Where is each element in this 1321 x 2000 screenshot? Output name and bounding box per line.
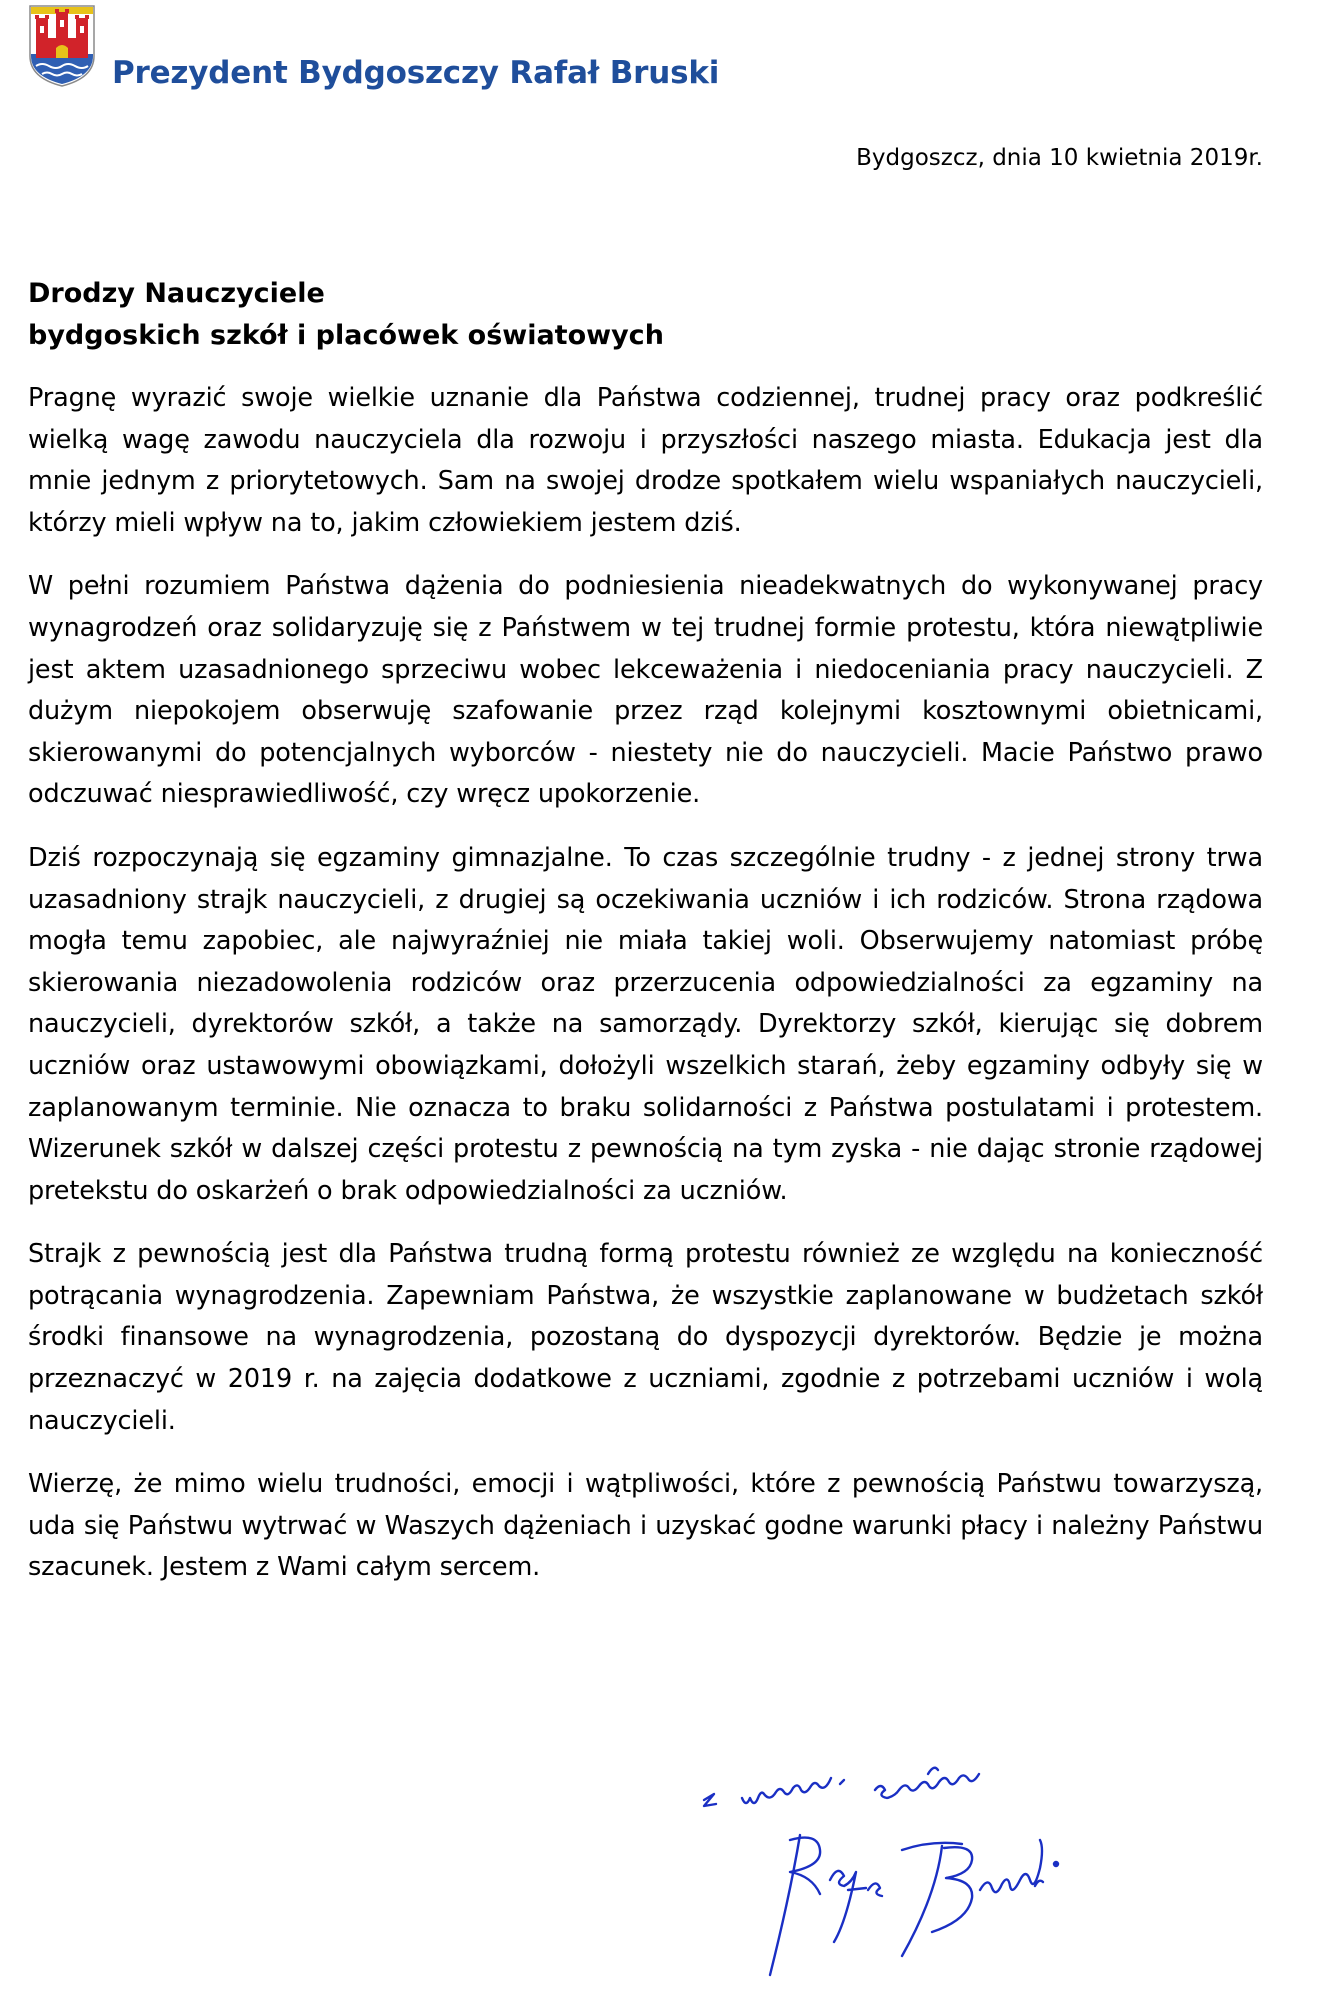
handwritten-signature <box>690 1740 1130 1980</box>
body-paragraph: Pragnę wyrazić swoje wielkie uznanie dla Państwa codziennej, trudnej pracy oraz podkreślić wielką wagę zawodu nauczyciela dla rozwoju i przyszłości naszego miasta. Edukacja jest dla mnie jednym z priorytetowych. Sam na swojej drodze spotkałem wielu wspaniałych nauczycieli, którzy mieli wpływ na to, jakim człowiekiem jestem dziś. <box>28 383 1263 538</box>
sender-name: Prezydent Bydgoszczy Rafał Bruski <box>112 55 720 91</box>
body-paragraph: Dziś rozpoczynają się egzaminy gimnazjalne. To czas szczególnie trudny - z jednej strony trwa uzasadniony strajk nauczycieli, z drugiej są oczekiwania uczniów i ich rodziców. Strona rządowa mogła temu zapobiec, ale najwyraźniej nie miała takiej woli. Obserwujemy natomiast próbę skierowania niezadowolenia rodziców oraz przerzucenia odpowiedzialności za egzaminy na nauczycieli, dyrektorów szkół, a także na samorządy. Dyrektorzy szkół, kierując się dobrem uczniów oraz ustawowymi obowiązkami, dołożyli wszelkich starań, żeby egzaminy odbyły się w zaplanowanym terminie. Nie oznacza to braku solidarności z Państwa postulatami i protestem. Wizerunek szkół w dalszej części protestu z pewnością na tym zyska - nie dając stronie rządowej pretekstu do oskarżeń o brak odpowiedzialności za uczniów. <box>28 842 1263 1206</box>
letter-body <box>28 378 1263 1611</box>
body-paragraph: W pełni rozumiem Państwa dążenia do podniesienia nieadekwatnych do wykonywanej pracy wynagrodzeń oraz solidaryzuję się z Państwem w tej trudnej formie protestu, która niewątpliwie jest aktem uzasadnionego sprzeciwu wobec lekceważenia i niedoceniania pracy nauczycieli. Z dużym niepokojem obserwuję szafowanie przez rząd kolejnymi kosztownymi obietnicami, skierowanymi do potencjalnych wyborców - niestety nie do nauczycieli. Macie Państwo prawo odczuwać niesprawiedliwość, czy wręcz upokorzenie. <box>28 571 1263 810</box>
bydgoszcz-coat-of-arms-icon <box>28 4 96 88</box>
letter-date: Bydgoszcz, dnia 10 kwietnia 2019r. <box>856 145 1263 171</box>
body-paragraph: Strajk z pewnością jest dla Państwa trudną formą protestu również ze względu na konieczność potrącania wynagrodzenia. Zapewniam Państwa, że wszystkie zaplanowane w budżetach szkół środki finansowe na wynagrodzenia, pozostaną do dyspozycji dyrektorów. Będzie je można przeznaczyć w 2019 r. na zajęcia dodatkowe z uczniami, zgodnie z potrzebami uczniów i wolą nauczycieli. <box>28 1239 1263 1436</box>
letterhead <box>28 4 96 88</box>
body-paragraph: Wierzę, że mimo wielu trudności, emocji i wątpliwości, które z pewnością Państwu towarzyszą, uda się Państwu wytrwać w Waszych dążeniach i uzyskać godne warunki płacy i należny Państwu szacunek. Jestem z Wami całym sercem. <box>28 1469 1263 1583</box>
salutation-line-2: bydgoskich szkół i placówek oświatowych <box>28 320 664 351</box>
salutation-line-1: Drodzy Nauczyciele <box>28 278 325 309</box>
salutation <box>28 273 664 357</box>
